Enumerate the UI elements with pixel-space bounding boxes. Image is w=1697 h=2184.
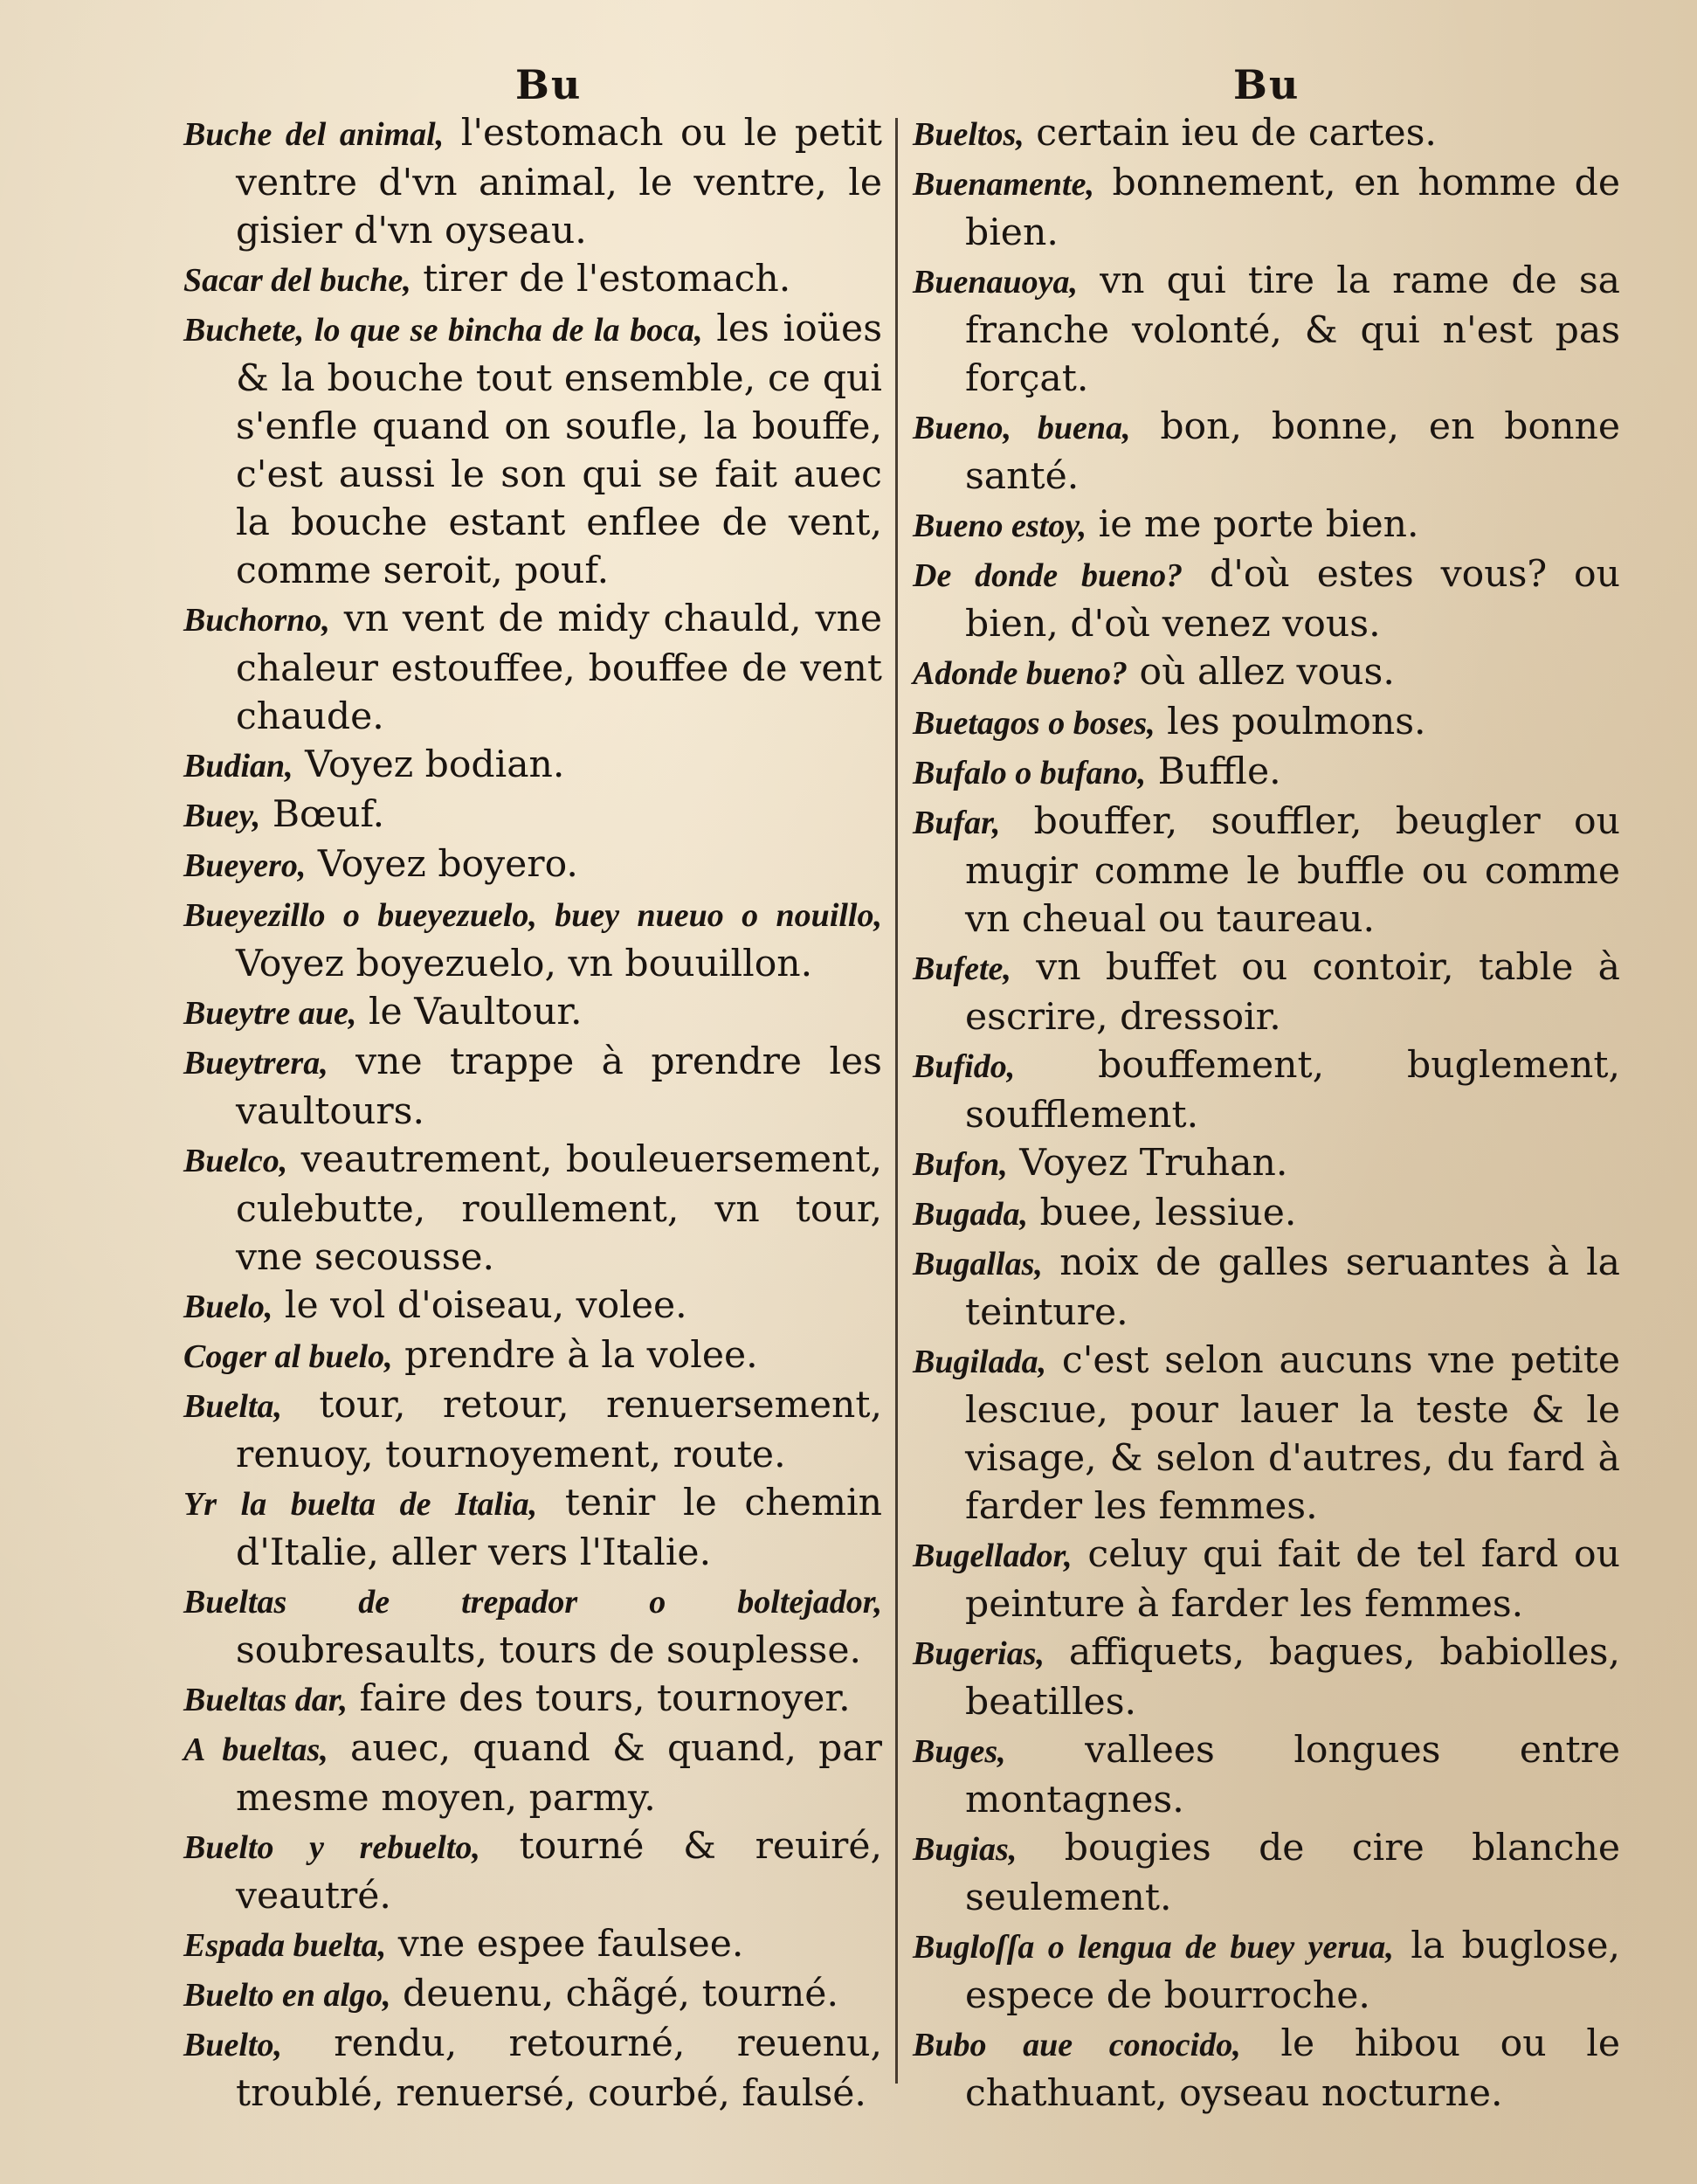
entry-term: Bueyero, [183,847,307,884]
entry-definition: bonnement, en homme de bien. [965,162,1620,254]
dictionary-entry [913,748,1620,798]
dictionary-entry [183,1282,882,1331]
dictionary-entry [183,890,882,988]
dictionary-entry [183,255,882,305]
dictionary-entry [183,1136,882,1282]
entry-term: Bugloſſa o lengua de buey yerua, [913,1929,1394,1966]
left-column [183,109,882,2118]
dictionary-entry [183,988,882,1038]
entry-definition: les poulmons. [1155,701,1426,743]
dictionary-entry [913,1531,1620,1628]
dictionary-entry [913,1239,1620,1337]
entry-definition: tour, retour, renuersement, renuoy, tournoyement, route. [236,1384,882,1476]
entry-term: Adonde bueno? [913,655,1128,692]
dictionary-entry [913,257,1620,403]
entry-term: Buenauoya, [913,264,1078,301]
entry-term: Bueltas de trepador o boltejador, [183,1584,882,1621]
entry-term: Bugallas, [913,1246,1043,1282]
entry-definition: bougies de cire blanche seulement. [965,1827,1620,1919]
entry-definition: prendre à la volee. [392,1334,758,1377]
entry-term: Buchete, lo que se bincha de la boca, [183,312,703,349]
entry-term: Buges, [913,1733,1006,1770]
entry-term: Buelco, [183,1143,288,1179]
entry-definition: le vol d'oiseau, volee. [272,1284,687,1327]
entry-term: Bugerias, [913,1635,1045,1672]
entry-term: Buelto y rebuelto, [183,1829,480,1866]
dictionary-entry [913,798,1620,943]
dictionary-entry [183,1577,882,1675]
entry-term: Buelta, [183,1388,282,1425]
dictionary-entry [913,2020,1620,2118]
entry-term: Bufon, [913,1146,1008,1183]
entry-definition: Bœuf. [260,793,385,836]
dictionary-entry [183,1675,882,1724]
entry-term: Bufete, [913,950,1011,987]
entry-term: Bufido, [913,1048,1016,1085]
entry-definition: l'estomach ou le petit ventre d'vn animal, le ventre, le gisier d'vn oyseau. [236,112,882,252]
entry-definition: faire des tours, tournoyer. [347,1677,851,1720]
dictionary-entry [183,1920,882,1970]
entry-definition: les ioües & la bouche tout ensemble, ce qui s'enfle quand on soufle, la bouffe, c'est aussi le son qui se fait auec la bouche estant enflee de vent, comme seroit, pouf. [236,308,882,592]
dictionary-entry [183,1331,882,1381]
entry-definition: deuenu, chãgé, tourné. [390,1973,838,2015]
entry-definition: celuy qui fait de tel fard ou peinture à farder les femmes. [965,1533,1620,1626]
entry-definition: veautrement, bouleuersement, culebutte, roullement, vn tour, vne secousse. [236,1138,882,1279]
entry-definition: vne espee faulsee. [386,1923,744,1966]
entry-term: Bueltos, [913,116,1024,153]
entry-term: Bueno estoy, [913,508,1087,544]
entry-term: Bueno, buena, [913,410,1131,446]
entry-term: Espada buelta, [183,1927,387,1964]
entry-definition: Voyez bodian. [293,743,565,786]
entry-definition: Voyez boyezuelo, vn bouuillon. [236,943,813,985]
dictionary-entry [913,648,1620,698]
dictionary-entry [183,2020,882,2118]
entry-term: Buchorno, [183,602,330,639]
dictionary-entry [913,1139,1620,1189]
entry-definition: bouffer, souffler, beugler ou mugir comme le buffle ou comme vn cheual ou taureau. [965,800,1620,941]
dictionary-entry [183,305,882,595]
running-headword-right: Bu [1233,61,1300,108]
entry-term: Bueltas dar, [183,1682,348,1718]
dictionary-entry [183,1724,882,1822]
dictionary-entry [183,1038,882,1136]
entry-definition: tenir le chemin d'Italie, aller vers l'Italie. [236,1482,883,1574]
dictionary-entry [913,1726,1620,1824]
running-headword-left: Bu [515,61,583,108]
entry-definition: vn vent de midy chauld, vne chaleur estouffee, bouffee de vent chaude. [236,598,882,738]
entry-term: Bueytrera, [183,1045,328,1082]
entry-term: Bugada, [913,1196,1028,1233]
entry-term: Bubo aue conocido, [913,2027,1241,2063]
entry-definition: rendu, retourné, reuenu, troublé, renuersé, courbé, faulsé. [236,2022,882,2115]
entry-definition: c'est selon aucuns vne petite lescıue, pour lauer la teste & le visage, & selon d'autres, du fard à farder les femmes. [965,1339,1620,1528]
entry-definition: la buglose, espece de bourroche. [965,1925,1620,2017]
entry-definition: le Vaultour. [356,991,583,1033]
dictionary-entry [913,501,1620,550]
entry-term: Coger al buelo, [183,1338,393,1375]
dictionary-entry [913,698,1620,748]
entry-definition: auec, quand & quand, par mesme moyen, parmy. [236,1727,882,1820]
entry-term: Bugellador, [913,1538,1073,1574]
entry-definition: certain ieu de cartes. [1024,112,1437,155]
entry-term: Bueyezillo o bueyezuelo, buey nueuo o nouillo, [183,897,882,934]
dictionary-entry [913,1628,1620,1726]
column-divider [895,118,898,2084]
dictionary-entry [913,943,1620,1041]
entry-definition: noix de galles seruantes à la teinture. [965,1241,1620,1334]
entry-term: Buenamente, [913,166,1094,203]
entry-term: Bufar, [913,805,1001,841]
entry-definition: vn buffet ou contoir, table à escrire, dressoir. [965,946,1620,1039]
entry-definition: tirer de l'estomach. [410,258,791,301]
dictionary-entry [913,1041,1620,1139]
entry-term: A bueltas, [183,1731,328,1768]
dictionary-entry [183,791,882,840]
dictionary-entry [183,840,882,890]
dictionary-entry [913,1824,1620,1922]
dictionary-entry [183,1479,882,1577]
entry-term: Bugias, [913,1831,1018,1868]
entry-term: Budian, [183,748,293,784]
dictionary-entry [913,403,1620,501]
entry-term: Bugilada, [913,1344,1047,1380]
entry-term: Buelto, [183,2027,282,2063]
entry-definition: Buffle. [1146,750,1281,793]
entry-definition: où allez vous. [1127,651,1395,694]
entry-definition: Voyez Truhan. [1007,1142,1288,1185]
entry-term: De donde bueno? [913,557,1183,594]
dictionary-entry [913,550,1620,648]
dictionary-entry [913,1922,1620,2020]
dictionary-entry [913,109,1620,159]
entry-term: Sacar del buche, [183,262,411,299]
entry-definition: d'où estes vous? ou bien, d'où venez vous. [965,553,1620,646]
right-column [913,109,1620,2118]
entry-term: Buey, [183,798,261,834]
entry-term: Buche del animal, [183,116,445,153]
dictionary-entry [183,741,882,791]
entry-term: Yr la buelta de Italia, [183,1486,538,1523]
entry-term: Bueytre aue, [183,995,357,1032]
dictionary-entry [183,595,882,741]
dictionary-entry [183,1381,882,1479]
entry-definition: Voyez boyero. [306,843,578,886]
entry-definition: soubresaults, tours de souplesse. [236,1629,862,1672]
dictionary-entry [183,1970,882,2020]
entry-definition: ie me porte bien. [1086,503,1419,546]
dictionary-entry [183,109,882,255]
entry-term: Buetagos o boses, [913,705,1155,742]
entry-definition: bouffement, buglement, soufflement. [965,1044,1620,1137]
entry-definition: affiquets, bagues, babiolles, beatilles. [965,1631,1620,1724]
entry-definition: bon, bonne, en bonne santé. [965,405,1620,498]
dictionary-entry [183,1822,882,1920]
entry-term: Bufalo o bufano, [913,755,1147,791]
dictionary-entry [913,1189,1620,1239]
entry-term: Buelto en algo, [183,1977,391,2014]
entry-definition: vn qui tire la rame de sa franche volonté, & qui n'est pas forçat. [965,259,1620,400]
entry-definition: vne trappe à prendre les vaultours. [236,1040,882,1133]
entry-definition: le hibou ou le chathuant, oyseau nocturne. [965,2022,1620,2115]
entry-term: Buelo, [183,1289,273,1325]
dictionary-entry [913,159,1620,257]
entry-definition: vallees longues entre montagnes. [965,1729,1620,1821]
entry-definition: tourné & reuiré, veautré. [236,1825,882,1918]
entry-definition: buee, lessiue. [1027,1192,1297,1234]
dictionary-entry [913,1337,1620,1531]
